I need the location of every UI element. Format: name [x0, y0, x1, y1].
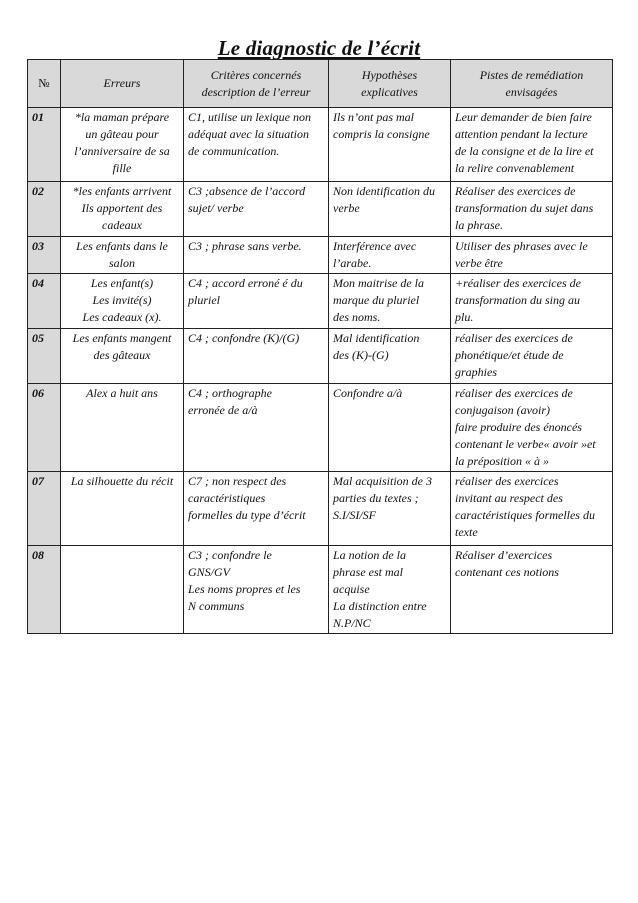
remediation-cell [451, 274, 613, 329]
remediation-line: texte [455, 525, 478, 539]
error-line: fille [112, 161, 132, 175]
hypotheses-line: parties du textes ; [333, 491, 419, 505]
remediation-line: de la consigne et de la lire et [455, 144, 594, 158]
hypotheses-line: compris la consigne [333, 127, 430, 141]
remediation-cell [451, 546, 613, 634]
criteria-line: formelles du type d’écrit [188, 508, 306, 522]
remediation-line: verbe être [455, 256, 503, 270]
remediation-line: Leur demander de bien faire [455, 110, 592, 124]
remediation-cell [451, 472, 613, 546]
remediation-line: plu. [455, 310, 474, 324]
criteria-line: N communs [188, 599, 245, 613]
error-line: *les enfants arrivent [72, 184, 172, 198]
error-line: La silhouette du récit [70, 474, 174, 488]
remediation-line: réaliser des exercices de [455, 331, 573, 345]
criteria-line: pluriel [188, 293, 220, 307]
hypotheses-line: Ils n’ont pas mal [333, 110, 414, 124]
criteria-cell [184, 237, 329, 274]
criteria-line: C3 ; confondre le [188, 548, 272, 562]
error-line: Les invité(s) [92, 293, 152, 307]
hypotheses-line: N.P/NC [333, 616, 371, 630]
criteria-line: C3 ; phrase sans verbe. [188, 239, 302, 253]
hypotheses-line: Mal identification [333, 331, 420, 345]
hypotheses-line: Confondre a/à [333, 386, 403, 400]
table-row [28, 472, 613, 546]
hypotheses-cell [329, 182, 451, 237]
hypotheses-line: des (K)-(G) [333, 348, 389, 362]
hypotheses-line: Mon maitrise de la [333, 276, 424, 290]
remediation-line: graphies [455, 365, 497, 379]
table-row [28, 182, 613, 237]
error-line: Les enfants mangent [72, 331, 172, 345]
hypotheses-line: verbe [333, 201, 360, 215]
error-line: salon [108, 256, 135, 270]
hypotheses-cell [329, 384, 451, 472]
remediation-line: transformation du sing au [455, 293, 581, 307]
criteria-cell [184, 182, 329, 237]
criteria-line: C4 ; accord erroné é du [188, 276, 303, 290]
hypotheses-cell [329, 108, 451, 182]
criteria-line: C4 ; orthographe [188, 386, 272, 400]
remediation-line: la relire convenablement [455, 161, 575, 175]
row-number: 08 [28, 546, 61, 634]
criteria-line: GNS/GV [188, 565, 230, 579]
criteria-cell [184, 384, 329, 472]
remediation-line: invitant au respect des [455, 491, 563, 505]
row-number: 03 [28, 237, 61, 274]
hypotheses-cell [329, 329, 451, 384]
remediation-line: Utiliser des phrases avec le [455, 239, 588, 253]
remediation-line: phonétique/et étude de [455, 348, 564, 362]
criteria-line: C7 ; non respect des [188, 474, 287, 488]
table-row [28, 274, 613, 329]
remediation-line: Réaliser d’exercices [455, 548, 553, 562]
criteria-line: erronée de a/à [188, 403, 258, 417]
hypotheses-line: La distinction entre [333, 599, 427, 613]
hypotheses-cell [329, 472, 451, 546]
criteria-line: sujet/ verbe [188, 201, 244, 215]
error-line: Alex a huit ans [86, 386, 158, 400]
header-hypotheses: Hypothèses explicatives [329, 60, 451, 108]
row-number: 06 [28, 384, 61, 472]
diagnostic-table [27, 59, 613, 634]
remediation-line: réaliser des exercices de [455, 386, 573, 400]
remediation-cell [451, 329, 613, 384]
error-cell [61, 237, 184, 274]
error-line: l’anniversaire de sa [74, 144, 170, 158]
hypotheses-cell [329, 237, 451, 274]
error-line: Ils apportent des [81, 201, 163, 215]
criteria-line: Les noms propres et les [188, 582, 301, 596]
header-criteria: Critères concernés description de l’erreur [184, 60, 329, 108]
remediation-line: Réaliser des exercices de [455, 184, 576, 198]
remediation-line: transformation du sujet dans [455, 201, 594, 215]
criteria-cell [184, 546, 329, 634]
page-title: Le diagnostic de l’écrit [217, 36, 421, 60]
hypotheses-line: Non identification du [333, 184, 435, 198]
hypotheses-line: Mal acquisition de 3 [333, 474, 432, 488]
error-cell [61, 384, 184, 472]
remediation-line: la préposition « à » [455, 454, 550, 468]
remediation-line: réaliser des exercices [455, 474, 559, 488]
error-cell [61, 274, 184, 329]
remediation-cell [451, 108, 613, 182]
table-row [28, 384, 613, 472]
remediation-line: contenant ces notions [455, 565, 559, 579]
error-line: *la maman prépare [74, 110, 170, 124]
remediation-line: +réaliser des exercices de [455, 276, 581, 290]
row-number: 07 [28, 472, 61, 546]
row-number: 04 [28, 274, 61, 329]
hypotheses-line: S.I/SI/SF [333, 508, 376, 522]
error-line: cadeaux [102, 218, 142, 232]
criteria-line: de communication. [188, 144, 280, 158]
table-row [28, 108, 613, 182]
error-cell [61, 472, 184, 546]
remediation-line: caractéristiques formelles du [455, 508, 595, 522]
criteria-cell [184, 274, 329, 329]
table-row [28, 329, 613, 384]
hypotheses-line: La notion de la [333, 548, 407, 562]
header-num: № [28, 60, 61, 108]
hypotheses-line: acquise [333, 582, 370, 596]
criteria-cell [184, 108, 329, 182]
remediation-cell [451, 384, 613, 472]
row-number: 02 [28, 182, 61, 237]
hypotheses-cell [329, 274, 451, 329]
header-remediation: Pistes de remédiation envisagées [451, 60, 613, 108]
remediation-line: faire produire des énoncés [455, 420, 582, 434]
remediation-cell [451, 182, 613, 237]
criteria-line: C1, utilise un lexique non [188, 110, 311, 124]
table-row [28, 546, 613, 634]
remediation-line: conjugaison (avoir) [455, 403, 550, 417]
criteria-line: C3 ;absence de l’accord [188, 184, 306, 198]
error-line: Les enfants dans le [76, 239, 168, 253]
hypotheses-line: l’arabe. [333, 256, 372, 270]
table-header-row [28, 60, 613, 108]
error-line: Les cadeaux (x). [82, 310, 162, 324]
hypotheses-line: marque du pluriel [333, 293, 420, 307]
row-number: 01 [28, 108, 61, 182]
table-body [28, 108, 613, 634]
remediation-line: la phrase. [455, 218, 503, 232]
error-line: un gâteau pour [85, 127, 159, 141]
criteria-line: adéquat avec la situation [188, 127, 309, 141]
remediation-cell [451, 237, 613, 274]
hypotheses-cell [329, 546, 451, 634]
error-cell [61, 108, 184, 182]
header-errors: Erreurs [61, 60, 184, 108]
error-cell [61, 546, 184, 634]
hypotheses-line: des noms. [333, 310, 381, 324]
error-cell [61, 329, 184, 384]
error-line: Les enfant(s) [90, 276, 154, 290]
criteria-line: C4 ; confondre (K)/(G) [188, 331, 300, 345]
error-line: des gâteaux [93, 348, 151, 362]
hypotheses-line: Interférence avec [333, 239, 417, 253]
criteria-cell [184, 472, 329, 546]
error-cell [61, 182, 184, 237]
criteria-line: caractéristiques [188, 491, 266, 505]
hypotheses-line: phrase est mal [333, 565, 403, 579]
remediation-line: contenant le verbe« avoir »et [455, 437, 596, 451]
criteria-cell [184, 329, 329, 384]
remediation-line: attention pendant la lecture [455, 127, 588, 141]
row-number: 05 [28, 329, 61, 384]
table-row [28, 237, 613, 274]
